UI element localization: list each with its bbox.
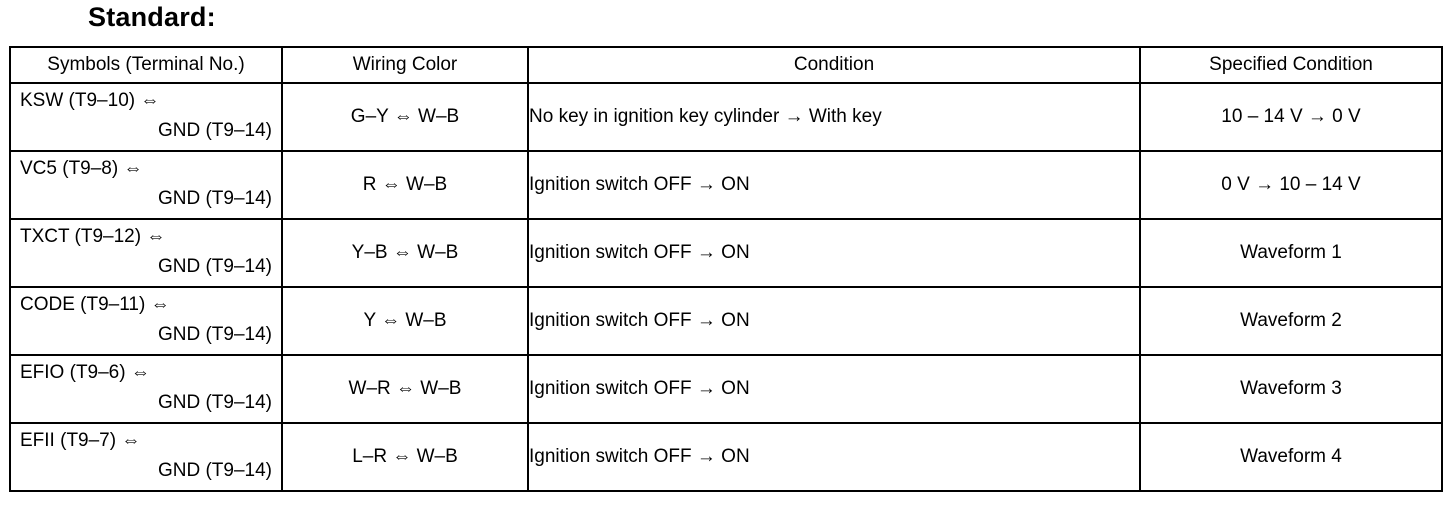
header-specified-condition: Specified Condition [1140,47,1442,83]
wiring-color-cell: R ⇔ W–B [282,151,528,219]
symbol-cell [10,151,282,219]
symbol-cell [10,219,282,287]
symbol-terminal: EFIO (T9–6) ⇔ [20,362,150,383]
header-symbols: Symbols (Terminal No.) [10,47,282,83]
specified-condition-cell: Waveform 3 [1140,355,1442,423]
symbol-ground: GND (T9–14) [157,460,272,481]
symbol-ground: GND (T9–14) [157,392,272,413]
symbol-ground: GND (T9–14) [157,188,272,209]
wiring-color-cell: Y–B ⇔ W–B [282,219,528,287]
header-condition: Condition [528,47,1140,83]
header-wiring-color: Wiring Color [282,47,528,83]
specified-condition-cell: Waveform 4 [1140,423,1442,491]
condition-cell: No key in ignition key cylinder → With key [528,83,1140,151]
symbol-ground: GND (T9–14) [157,120,272,141]
symbol-cell [10,423,282,491]
condition-cell: Ignition switch OFF → ON [528,287,1140,355]
wiring-color-cell: W–R ⇔ W–B [282,355,528,423]
symbol-terminal: VC5 (T9–8) ⇔ [20,158,143,179]
table-row [10,355,1442,423]
symbol-cell [10,287,282,355]
symbol-terminal: EFII (T9–7) ⇔ [20,430,141,451]
standard-spec-table [9,46,1443,492]
table-row [10,287,1442,355]
table-row [10,219,1442,287]
table-row [10,151,1442,219]
condition-cell: Ignition switch OFF → ON [528,151,1140,219]
symbol-cell [10,355,282,423]
wiring-color-cell: G–Y ⇔ W–B [282,83,528,151]
symbol-cell [10,83,282,151]
symbol-ground: GND (T9–14) [157,256,272,277]
specified-condition-cell: Waveform 1 [1140,219,1442,287]
table-row [10,83,1442,151]
table-header-row [10,47,1442,83]
table-row [10,423,1442,491]
condition-cell: Ignition switch OFF → ON [528,355,1140,423]
specified-condition-cell: 10 – 14 V → 0 V [1140,83,1442,151]
symbol-terminal: CODE (T9–11) ⇔ [20,294,170,315]
page-title: Standard: [88,2,216,32]
specified-condition-cell: Waveform 2 [1140,287,1442,355]
symbol-terminal: TXCT (T9–12) ⇔ [20,226,166,247]
specified-condition-cell: 0 V → 10 – 14 V [1140,151,1442,219]
symbol-terminal: KSW (T9–10) ⇔ [20,90,160,111]
wiring-color-cell: Y ⇔ W–B [282,287,528,355]
condition-cell: Ignition switch OFF → ON [528,219,1140,287]
symbol-ground: GND (T9–14) [157,324,272,345]
wiring-color-cell: L–R ⇔ W–B [282,423,528,491]
condition-cell: Ignition switch OFF → ON [528,423,1140,491]
